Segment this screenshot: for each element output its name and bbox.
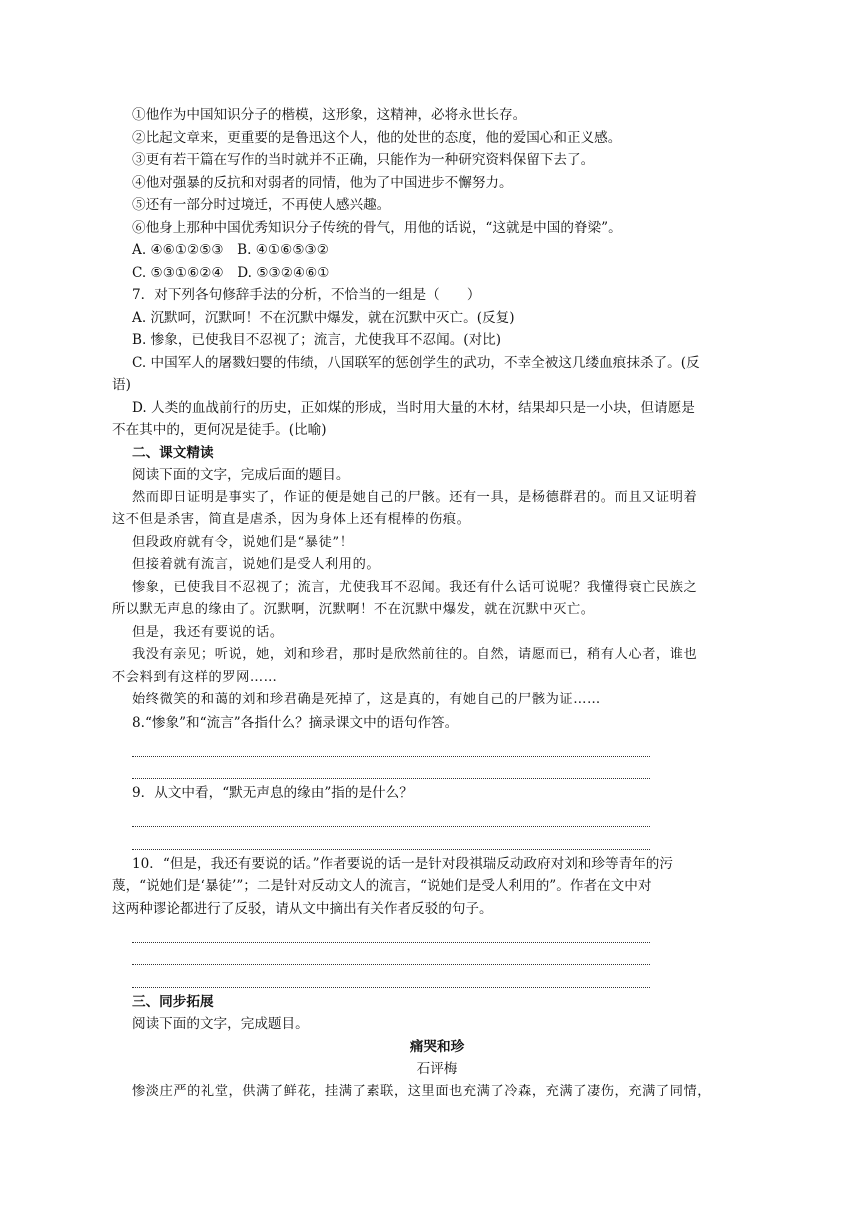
question-8: 8.“惨象”和“流言”各指什么？摘录课文中的语句作答。 [132,714,459,731]
question-7-stem: 7．对下列各句修辞手法的分析，不恰当的一组是（ ） [132,287,481,303]
ordering-item-1: ①他作为中国知识分子的楷模，这形象，这精神，必将永世长存。 [132,107,527,123]
answer-line[interactable] [132,734,650,757]
question-10-line2: 蔑，“说她们是‘暴徒’”；二是针对反动文人的流言，“说她们是受人利用的”。作者在文中对 [112,878,652,894]
question-7-option-a: A. 沉默呵，沉默呵！不在沉默中爆发，就在沉默中灭亡。(反复) [132,309,515,326]
question-7-option-d-line2: 不在其中的，更何况是徒手。(比喻) [112,422,327,438]
section-2-heading: 二、课文精读 [132,444,214,461]
article-para-1: 惨淡庄严的礼堂，供满了鲜花，挂满了素联，这里面也充满了冷森，充满了凄伤，充满了同情， [132,1083,712,1099]
answer-line[interactable] [132,827,650,850]
options-a-b: A. ④⑥①②⑤③ B. ④①⑥⑤③② [132,242,329,258]
section-3-heading: 三、同步拓展 [132,993,214,1010]
section-3-intro: 阅读下面的文字，完成题目。 [132,1016,309,1032]
question-7-option-d-line1: D. 人类的血战前行的历史，正如煤的形成，当时用大量的木材，结果却只是一小块，但请愿是 [132,399,695,416]
answer-line[interactable] [132,943,650,966]
article-author: 石评梅 [416,1061,458,1077]
passage-para-1-line1: 然而即日证明是事实了，作证的便是她自己的尸骸。还有一具，是杨德群君的。而且又证明着 [132,489,698,505]
options-c-d: C. ⑤③①⑥②④ D. ⑤③②④⑥① [132,264,330,281]
passage-para-3: 但接着就有流言，说她们是受人利用的。 [132,557,381,572]
question-10-line3: 这两种谬论都进行了反驳，请从文中摘出有关作者反驳的句子。 [112,900,493,917]
passage-para-6-line2: 不会料到有这样的罗网…… [112,669,278,685]
question-9: 9．从文中看，“默无声息的缘由”指的是什么？ [132,785,413,801]
document-page [112,104,762,1103]
passage-para-2: 但段政府就有令，说她们是“暴徒”！ [132,534,354,550]
answer-line[interactable] [132,920,650,943]
question-7-option-b: B. 惨象，已使我目不忍视了；流言，尤使我耳不忍闻。(对比) [132,332,502,348]
section-2-intro: 阅读下面的文字，完成后面的题目。 [132,467,350,483]
ordering-item-5: ⑤还有一部分时过境迁，不再使人感兴趣。 [132,197,391,213]
ordering-item-4: ④他对强暴的反抗和对弱者的同情，他为了中国进步不懈努力。 [132,174,513,191]
question-7-option-c-line2: 语) [112,377,131,393]
passage-para-6-line1: 我没有亲见；听说，她，刘和珍君，那时是欣然前往的。自然，请愿而已，稍有人心者，谁也 [132,647,698,662]
ordering-item-3: ③更有若干篇在写作的当时就并不正确，只能作为一种研究资料保留下去了。 [132,152,595,168]
passage-para-4-line1: 惨象，已使我目不忍视了；流言，尤使我耳不忍闻。我还有什么话可说呢？我懂得衰亡民族之 [132,579,698,595]
passage-para-7: 始终微笑的和蔼的刘和珍君确是死掉了，这是真的，有她自己的尸骸为证…… [132,692,601,707]
ordering-item-6: ⑥他身上那种中国优秀知识分子传统的骨气，用他的话说，“这就是中国的脊梁”。 [132,219,622,236]
question-8-answer-area[interactable] [112,734,762,779]
passage-para-4-line2: 所以默无声息的缘由了。沉默啊，沉默啊！不在沉默中爆发，就在沉默中灭亡。 [112,602,595,617]
question-7-option-c-line1: C. 中国军人的屠戮妇婴的伟绩，八国联军的惩创学生的武功，不幸全被这几缕血痕抹杀了。(反 [132,354,700,371]
passage-para-1-line2: 这不但是杀害，简直是虐杀，因为身体上还有棍棒的伤痕。 [112,512,471,527]
answer-line[interactable] [132,805,650,828]
question-9-answer-area[interactable] [112,805,762,850]
ordering-item-2: ②比起文章来，更重要的是鲁迅这个人，他的处世的态度，他的爱国心和正义感。 [132,129,622,146]
answer-line[interactable] [132,965,650,988]
question-10-answer-area[interactable] [112,920,762,988]
article-title: 痛哭和珍 [409,1038,465,1055]
answer-line[interactable] [132,757,650,780]
passage-para-5: 但是，我还有要说的话。 [132,624,284,640]
question-10-line1: 10．“但是，我还有要说的话。”作者要说的话一是针对段祺瑞反动政府对刘和珍等青年的污 [132,855,673,872]
